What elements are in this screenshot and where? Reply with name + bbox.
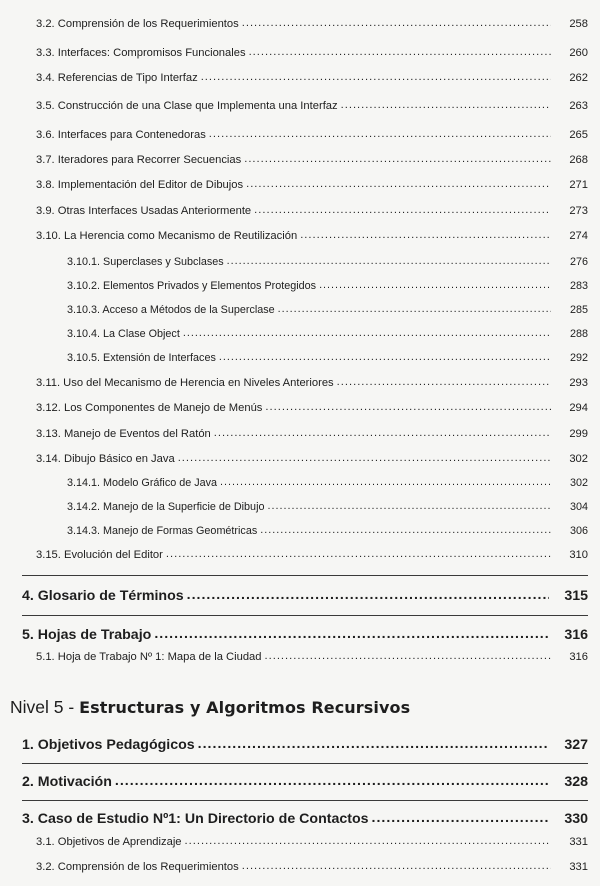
toc-entry: [36, 836, 588, 848]
toc-entry-title: 3.3. Interfaces: Compromisos Funcionales: [36, 47, 246, 59]
section-divider: [22, 763, 588, 764]
toc-entry-title: 3.4. Referencias de Tipo Interfaz: [36, 72, 198, 84]
toc-entry: [36, 179, 588, 191]
level-title: Estructuras y Algoritmos Recursivos: [79, 698, 411, 717]
toc-chapter-title: 5. Hojas de Trabajo: [22, 627, 152, 643]
dot-leader: [220, 476, 551, 488]
toc-entry-title: 3.10.3. Acceso a Métodos de la Superclase: [67, 304, 275, 316]
toc-entry-page: 271: [569, 179, 588, 191]
toc-entry-page: 273: [569, 205, 588, 217]
dot-leader: [227, 255, 551, 267]
toc-entry: [36, 230, 588, 242]
toc-entry-title: 3.5. Construcción de una Clase que Implementa una Interfaz: [36, 100, 338, 112]
toc-entry: [67, 501, 588, 513]
toc-entry-page: 274: [569, 230, 588, 242]
toc-entry: [67, 304, 588, 316]
toc-entry: [36, 154, 588, 166]
toc-entry-title: 3.14.2. Manejo de la Superficie de Dibujo: [67, 501, 265, 513]
toc-entry-page: 304: [569, 501, 588, 513]
dot-leader: [201, 71, 551, 83]
toc-entry-page: 302: [569, 477, 588, 489]
toc-entry-title: 3.10.2. Elementos Privados y Elementos Protegidos: [67, 280, 317, 292]
toc-chapter-page: 328: [564, 774, 588, 790]
toc-entry-page: 263: [569, 100, 588, 112]
toc-entry: [67, 352, 588, 364]
toc-entry: [36, 100, 588, 112]
toc-entry: [36, 47, 588, 59]
toc-entry: [36, 651, 588, 663]
dot-leader: [265, 401, 551, 413]
dot-leader: [265, 650, 552, 662]
toc-chapter-page: 316: [564, 627, 588, 643]
dot-leader: [267, 500, 551, 512]
toc-chapter-page: 327: [564, 737, 588, 753]
dot-leader: [115, 773, 549, 789]
toc-entry-title: 3.10.4. La Clase Object: [67, 328, 180, 340]
level-heading: [10, 697, 410, 718]
toc-entry-title: 3.2. Comprensión de los Requerimientos: [36, 861, 239, 873]
dot-leader: [244, 153, 551, 165]
toc-entry-title: 3.1. Objetivos de Aprendizaje: [36, 836, 182, 848]
dot-leader: [242, 860, 551, 872]
toc-entry-page: 260: [569, 47, 588, 59]
toc-entry: [67, 328, 588, 340]
toc-entry: [67, 525, 588, 537]
dot-leader: [246, 178, 551, 190]
toc-entry-page: 331: [569, 861, 588, 873]
toc-chapter-entry: [22, 774, 588, 790]
toc-entry: [36, 549, 588, 561]
toc-chapter-entry: [22, 627, 588, 643]
section-divider: [22, 800, 588, 801]
toc-entry: [36, 402, 588, 414]
dot-leader: [209, 128, 551, 140]
toc-chapter-page: 330: [564, 811, 588, 827]
section-divider: [22, 615, 588, 616]
toc-entry: [36, 453, 588, 465]
toc-entry-page: 299: [569, 428, 588, 440]
toc-entry-title: 3.14. Dibujo Básico en Java: [36, 453, 175, 465]
toc-chapter-page: 315: [564, 588, 588, 604]
dot-leader: [178, 452, 551, 464]
toc-entry: [36, 377, 588, 389]
toc-chapter-title: 1. Objetivos Pedagógicos: [22, 737, 195, 753]
toc-entry-title: 3.9. Otras Interfaces Usadas Anteriormente: [36, 205, 252, 217]
dot-leader: [214, 427, 551, 439]
dot-leader: [337, 376, 551, 388]
toc-entry-title: 3.7. Iteradores para Recorrer Secuencias: [36, 154, 242, 166]
toc-entry-title: 3.10. La Herencia como Mecanismo de Reutilización: [36, 230, 298, 242]
toc-entry-page: 258: [569, 18, 588, 30]
toc-entry-page: 265: [569, 129, 588, 141]
toc-entry-title: 3.12. Los Componentes de Manejo de Menús: [36, 402, 263, 414]
toc-entry-title: 3.11. Uso del Mecanismo de Herencia en Niveles Anteriores: [36, 377, 334, 389]
toc-chapter-entry: [22, 737, 588, 753]
toc-entry: [36, 205, 588, 217]
toc-entry-page: 294: [569, 402, 588, 414]
toc-entry-title: 5.1. Hoja de Trabajo Nº 1: Mapa de la Ciudad: [36, 651, 262, 663]
dot-leader: [260, 524, 551, 536]
dot-leader: [183, 327, 551, 339]
toc-chapter-title: 3. Caso de Estudio Nº1: Un Directorio de Contactos: [22, 811, 369, 827]
section-divider: [22, 575, 588, 576]
toc-entry: [36, 861, 588, 873]
dot-leader: [341, 99, 551, 111]
toc-entry-page: 310: [569, 549, 588, 561]
level-prefix: Nivel 5 -: [10, 697, 75, 717]
dot-leader: [198, 736, 549, 752]
toc-entry: [67, 256, 588, 268]
dot-leader: [219, 351, 551, 363]
toc-entry-page: 262: [569, 72, 588, 84]
toc-entry-page: 306: [569, 525, 588, 537]
dot-leader: [278, 303, 551, 315]
toc-chapter-entry: [22, 588, 588, 604]
dot-leader: [166, 548, 551, 560]
toc-entry-title: 3.2. Comprensión de los Requerimientos: [36, 18, 239, 30]
toc-entry-title: 3.14.3. Manejo de Formas Geométricas: [67, 525, 258, 537]
toc-entry-page: 331: [569, 836, 588, 848]
toc-entry: [36, 129, 588, 141]
toc-entry-page: 293: [569, 377, 588, 389]
toc-entry-page: 283: [569, 280, 588, 292]
dot-leader: [372, 810, 549, 826]
toc-entry-page: 285: [569, 304, 588, 316]
toc-entry-page: 288: [569, 328, 588, 340]
toc-entry-title: 3.15. Evolución del Editor: [36, 549, 163, 561]
toc-entry-title: 3.10.5. Extensión de Interfaces: [67, 352, 216, 364]
toc-entry-title: 3.10.1. Superclases y Subclases: [67, 256, 224, 268]
dot-leader: [154, 626, 549, 642]
toc-entry-title: 3.6. Interfaces para Contenedoras: [36, 129, 206, 141]
toc-entry-page: 276: [569, 256, 588, 268]
toc-chapter-entry: [22, 811, 588, 827]
dot-leader: [249, 46, 551, 58]
toc-entry: [36, 72, 588, 84]
toc-entry-title: 3.8. Implementación del Editor de Dibujos: [36, 179, 244, 191]
toc-entry-title: 3.13. Manejo de Eventos del Ratón: [36, 428, 211, 440]
dot-leader: [185, 835, 551, 847]
dot-leader: [254, 204, 551, 216]
toc-chapter-title: 4. Glosario de Términos: [22, 588, 184, 604]
toc-entry: [67, 477, 588, 489]
toc-entry-page: 316: [569, 651, 588, 663]
toc-entry: [67, 280, 588, 292]
toc-entry: [36, 428, 588, 440]
dot-leader: [242, 17, 551, 29]
dot-leader: [319, 279, 551, 291]
toc-entry: [36, 18, 588, 30]
dot-leader: [187, 587, 549, 603]
toc-entry-page: 268: [569, 154, 588, 166]
toc-chapter-title: 2. Motivación: [22, 774, 112, 790]
toc-entry-page: 292: [569, 352, 588, 364]
toc-entry-page: 302: [569, 453, 588, 465]
dot-leader: [300, 229, 551, 241]
toc-entry-title: 3.14.1. Modelo Gráfico de Java: [67, 477, 218, 489]
